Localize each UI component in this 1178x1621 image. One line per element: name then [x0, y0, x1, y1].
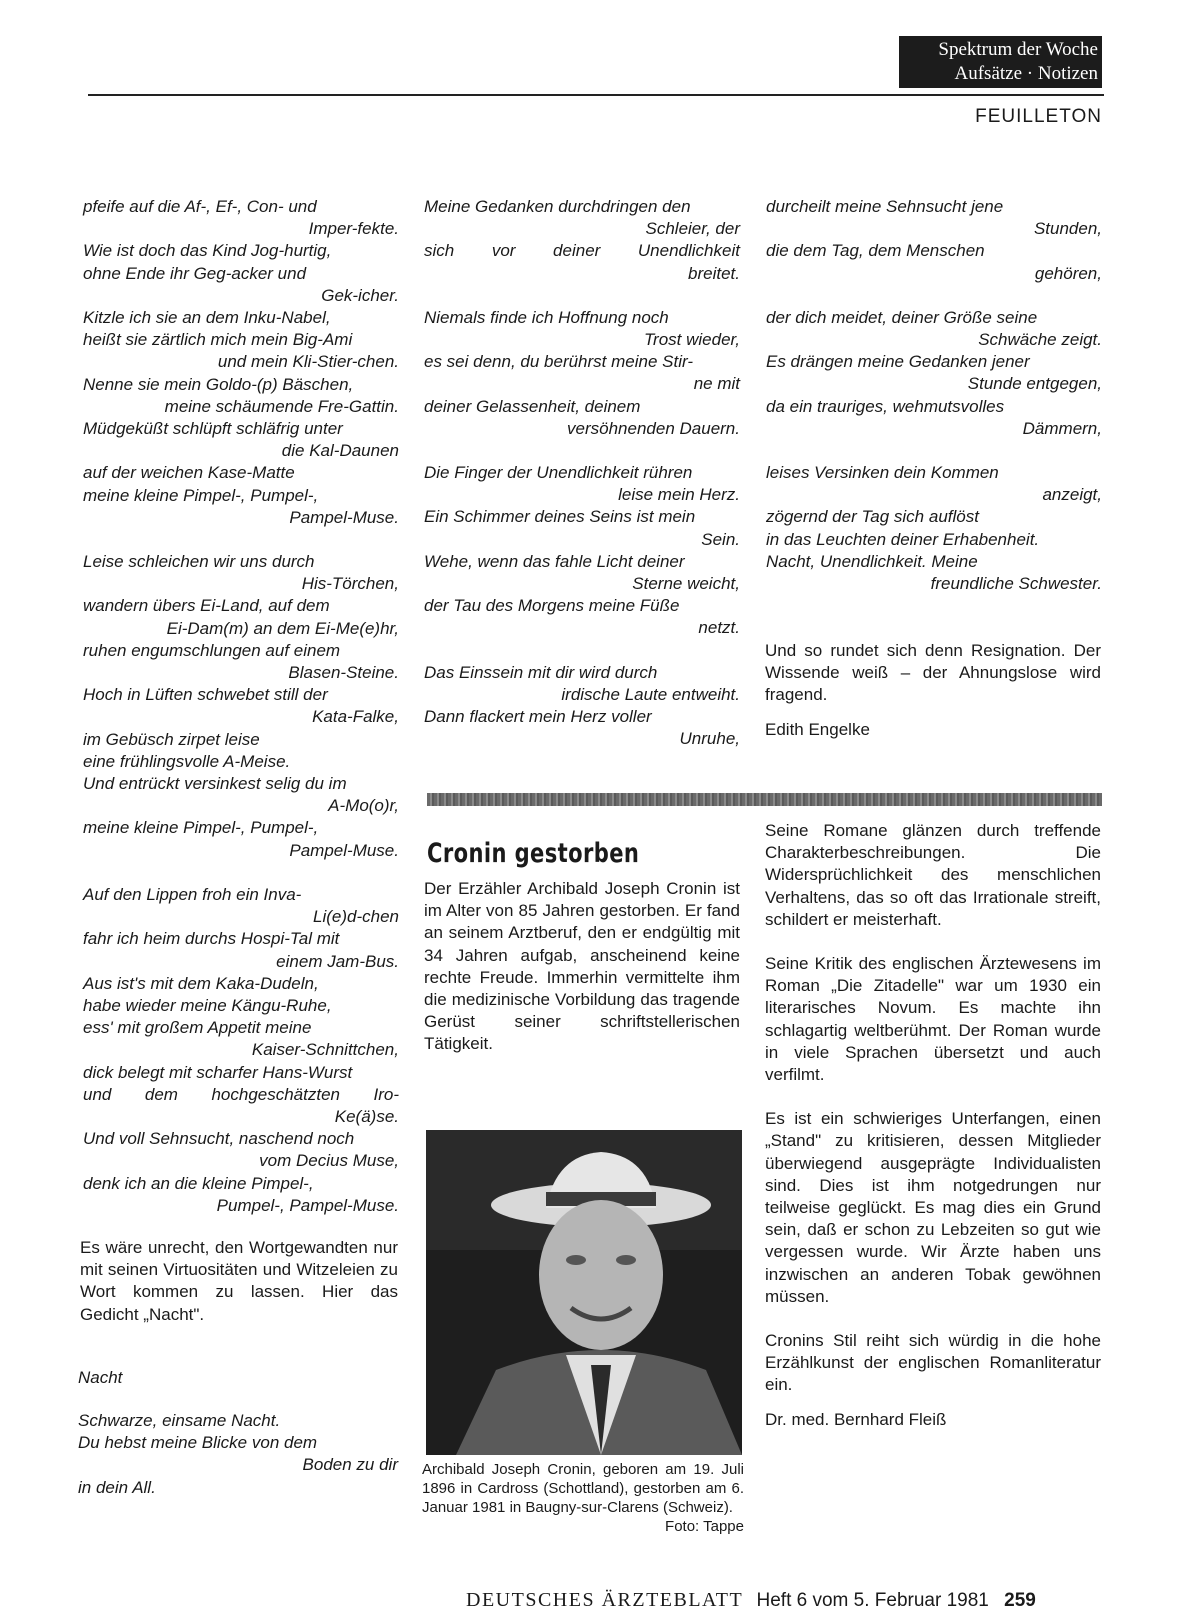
poem-author: Edith Engelke [765, 719, 870, 739]
poem-line: die Kal-Daunen [281, 441, 399, 461]
poem-line: pfeife auf die Af-, Ef-, Con- und [83, 197, 317, 216]
poem-line: fahr ich heim durchs Hospi-Tal mit [83, 929, 340, 949]
poem-line: Pampel-Muse. [289, 507, 399, 527]
poem-line: eine frühlingsvolle A-Meise. [83, 751, 291, 771]
poem-line: Kaiser-Schnittchen, [251, 1040, 399, 1060]
poem-line: Hoch in Lüften schwebet still der [83, 685, 328, 705]
poem-line: freundliche Schwester. [930, 574, 1102, 594]
poem-line: Und voll Sehnsucht, naschend noch [83, 1129, 355, 1149]
poem-line: im Gebüsch zirpet leise [83, 729, 260, 749]
article-right-column [765, 820, 1101, 1431]
poem-line: Dann flackert mein Herz voller [424, 707, 652, 727]
poem-line: Du hebst meine Blicke von dem [78, 1433, 318, 1453]
poem-line: Müdgeküßt schlüpft schläfrig unter [83, 419, 343, 439]
poem-line: versöhnenden Dauern. [567, 418, 740, 438]
poem-line: Boden zu dir [302, 1455, 398, 1475]
badge-line-2: Aufsätze · Notizen [954, 63, 1098, 84]
poem-line: Leise schleichen wir uns durch [83, 552, 315, 572]
poem-line: Gek-icher. [321, 285, 399, 305]
poem-line: Kitzle ich sie an dem Inku-Nabel, [83, 308, 331, 328]
poem-line: Li(e)d-chen [313, 907, 399, 927]
header-rule [88, 94, 1104, 96]
poem-line: Ein Schimmer deines Seins ist mein [424, 507, 696, 527]
nacht-stanza-6 [766, 196, 1102, 285]
poem-line: in dein All. [78, 1477, 156, 1497]
poem-line: dick belegt mit scharfer Hans-Wurst [83, 1062, 353, 1082]
nacht-lines [78, 1410, 398, 1499]
poem-line: Imper-fekte. [308, 219, 399, 239]
nacht-stanza-4 [424, 462, 740, 640]
poem-line: wandern übers Ei-Land, auf dem [83, 596, 330, 616]
poem-line: zögernd der Tag sich auflöst [766, 507, 979, 527]
issue-info: Heft 6 vom 5. Februar 1981 [756, 1590, 989, 1611]
poem-line: Schleier, der [645, 219, 740, 239]
poem-line: His-Törchen, [301, 574, 399, 594]
article-paragraph-5: Cronins Stil reiht sich würdig in die hohe Erzählkunst der englischen Romanliteratur ein. [765, 1331, 1101, 1395]
column-2-poem [424, 196, 740, 750]
poem-line: anzeigt, [1042, 485, 1102, 505]
poem-line: deiner Gelassenheit, deinem [424, 396, 641, 416]
poem-line: auf der weichen Kase-Matte [83, 463, 295, 483]
poem-line: habe wieder meine Kängu-Ruhe, [83, 995, 332, 1015]
article-author: Dr. med. Bernhard Fleiß [765, 1409, 947, 1429]
poem-line: Ei-Dam(m) an dem Ei-Me(e)hr, [166, 618, 399, 638]
poem-line: Nenne sie mein Goldo-(p) Bäschen, [83, 374, 354, 394]
poem-line: ess' mit großem Appetit meine [83, 1018, 312, 1038]
poem-line: die dem Tag, dem Menschen [766, 241, 985, 261]
column-1-prose [80, 1237, 398, 1326]
poem-line: der Tau des Morgens meine Füße [424, 596, 680, 616]
page-number: 259 [1004, 1590, 1036, 1611]
nacht-stanza-8 [766, 462, 1102, 595]
poem-line: Das Einssein mit dir wird durch [424, 662, 658, 682]
poem-line: meine schäumende Fre-Gattin. [164, 396, 399, 416]
poem-line: heißt sie zärtlich mich mein Big-Ami [83, 330, 353, 350]
article-paragraph-1: Der Erzähler Archibald Joseph Cronin ist im Alter von 85 Jahren gestorben. Er fand an seinem Arztberuf, den er endgültig mit 34 Jahren aufgab, anscheinend keine rechte Freude. Immerhin vermittelte ihm die medizinische Vorbildung das tragende Gerüst seiner schriftstellerischen Tätigkeit. [424, 879, 740, 1054]
poem-line: A-Mo(o)r, [328, 796, 399, 816]
poem-line: Sein. [701, 529, 740, 549]
poem-line: da ein trauriges, wehmutsvolles [766, 396, 1005, 416]
nacht-stanza-3 [424, 307, 740, 440]
poem-line: Schwäche zeigt. [978, 330, 1102, 350]
article-paragraph-3: Seine Kritik des englischen Ärztewesens im Roman „Die Zitadelle" war um 1930 ein literarisches Novum. Es machte ihn schlagartig weltberühmt. Der Roman wurde in viele Sprachen übersetzt und auch verfilmt. [765, 954, 1101, 1085]
poem-line: Dämmern, [1022, 418, 1102, 438]
nacht-stanza-5 [424, 662, 740, 751]
poem-line: Pampel-Muse. [289, 840, 399, 860]
poem-line: Schwarze, einsame Nacht. [78, 1411, 281, 1430]
poem-line: und mein Kli-Stier-chen. [217, 352, 399, 372]
poem-line: netzt. [698, 618, 740, 638]
poem-line: Unruhe, [679, 729, 740, 749]
poem-stanza-3 [83, 884, 399, 1217]
badge-line-1: Spektrum der Woche [938, 39, 1098, 60]
article-paragraph-4: Es ist ein schwieriges Unterfangen, einen „Stand" zu kritisieren, dessen Mitglieder überwiegend ausgeprägte Individualisten sind. Dies ist ihm notgedrungen nur teilweise geglückt. Es mag dies ein Grund sein, daß er schon zu Lebzeiten so gut wie vergessen wurde. Wir Ärzte haben uns inzwischen an anderen Tobak gewöhnen müssen. [765, 1109, 1101, 1306]
poem-line: leises Versinken dein Kommen [766, 463, 999, 483]
portrait-photo [426, 1130, 742, 1455]
poem-line: und dem hochgeschätzten Iro- [83, 1084, 399, 1104]
closing-paragraph: Und so rundet sich denn Resignation. Der Wissende weiß – der Ahnungslose wird fragend. [765, 641, 1101, 705]
article-paragraph-2: Seine Romane glänzen durch treffende Charakterbeschreibungen. Die Widersprüchlichkeit des menschlichen Verhaltens, das so oft das Irrationale streift, schildert er meisterhaft. [765, 821, 1101, 929]
poem-line: Sterne weicht, [632, 574, 740, 594]
poem-line: Stunden, [1033, 219, 1102, 239]
poem-line: sich vor deiner Unendlichkeit [424, 241, 740, 261]
poem-line: vom Decius Muse, [259, 1151, 399, 1171]
poem-line: in das Leuchten deiner Erhabenheit. [766, 529, 1040, 549]
photo-caption [422, 1460, 744, 1536]
section-label: FEUILLETON [975, 106, 1102, 127]
poem-line: Meine Gedanken durchdringen den [424, 197, 691, 216]
poem-line: Auf den Lippen froh ein Inva- [83, 884, 302, 904]
poem-line: irdische Laute entweiht. [561, 684, 740, 704]
page-footer [466, 1589, 1036, 1612]
poem-line: ne mit [693, 374, 740, 394]
poem-line: Trost wieder, [643, 330, 740, 350]
column-1-poem [83, 196, 399, 1217]
poem-line: leise mein Herz. [618, 485, 740, 505]
poem-line: Wie ist doch das Kind Jog-hurtig, [83, 241, 332, 261]
poem-line: einem Jam-Bus. [276, 951, 399, 971]
poem-line: Nacht, Unendlichkeit. Meine [766, 551, 978, 571]
poem-stanza-1 [83, 196, 399, 529]
poem-line: der dich meidet, deiner Größe seine [766, 307, 1038, 327]
poem-line: denk ich an die kleine Pimpel-, [83, 1173, 314, 1193]
poem-line: gehören, [1034, 263, 1102, 283]
nacht-stanza [78, 1410, 398, 1499]
caption-text: Archibald Joseph Cronin, geboren am 19. Juli 1896 in Cardross (Schottland), gestorben am 6. Januar 1981 in Baugny-sur-Clarens (Schweiz). [422, 1461, 744, 1516]
section-badge [899, 36, 1102, 88]
poem-line: ruhen engumschlungen auf einem [83, 640, 341, 660]
nacht-stanza-7 [766, 307, 1102, 440]
poem-line: meine kleine Pimpel-, Pumpel-, [83, 485, 319, 505]
journal-name: DEUTSCHES ÄRZTEBLATT [466, 1589, 744, 1611]
nacht-title: Nacht [78, 1368, 123, 1387]
article-divider [427, 793, 1102, 806]
poem-line: Und entrückt versinkest selig du im [83, 774, 347, 794]
poem-line: Aus ist's mit dem Kaka-Dudeln, [83, 973, 319, 993]
intro-paragraph: Es wäre unrecht, den Wortgewandten nur mit seinen Virtuositäten und Witzeleien zu Wort kommen zu lassen. Hier das Gedicht „Nacht". [80, 1238, 398, 1324]
column-3-poem [766, 196, 1102, 595]
poem-line: Kata-Falke, [312, 707, 399, 727]
poem-line: durcheilt meine Sehnsucht jene [766, 197, 1004, 216]
poem-line: Blasen-Steine. [288, 663, 399, 683]
poem-line: es sei denn, du berührst meine Stir- [424, 352, 693, 372]
article-lead [424, 878, 740, 1056]
poem-line: breitet. [688, 263, 740, 283]
poem-line: ohne Ende ihr Geg-acker und [83, 263, 307, 283]
article-headline: Cronin gestorben [427, 838, 640, 869]
column-3-prose [765, 640, 1101, 741]
poem-line: Die Finger der Unendlichkeit rühren [424, 463, 693, 483]
photo-credit: Foto: Tappe [665, 1518, 744, 1535]
poem-line: Pumpel-, Pampel-Muse. [216, 1195, 399, 1215]
poem-line: Es drängen meine Gedanken jener [766, 352, 1030, 372]
poem-line: meine kleine Pimpel-, Pumpel-, [83, 818, 319, 838]
poem-line: Stunde entgegen, [967, 374, 1102, 394]
nacht-stanza-2 [424, 196, 740, 285]
poem-line: Ke(ä)se. [334, 1106, 399, 1126]
poem-line: Niemals finde ich Hoffnung noch [424, 307, 669, 327]
poem-line: Wehe, wenn das fahle Licht deiner [424, 551, 685, 571]
portrait-illustration [426, 1130, 742, 1455]
poem-stanza-2 [83, 551, 399, 862]
